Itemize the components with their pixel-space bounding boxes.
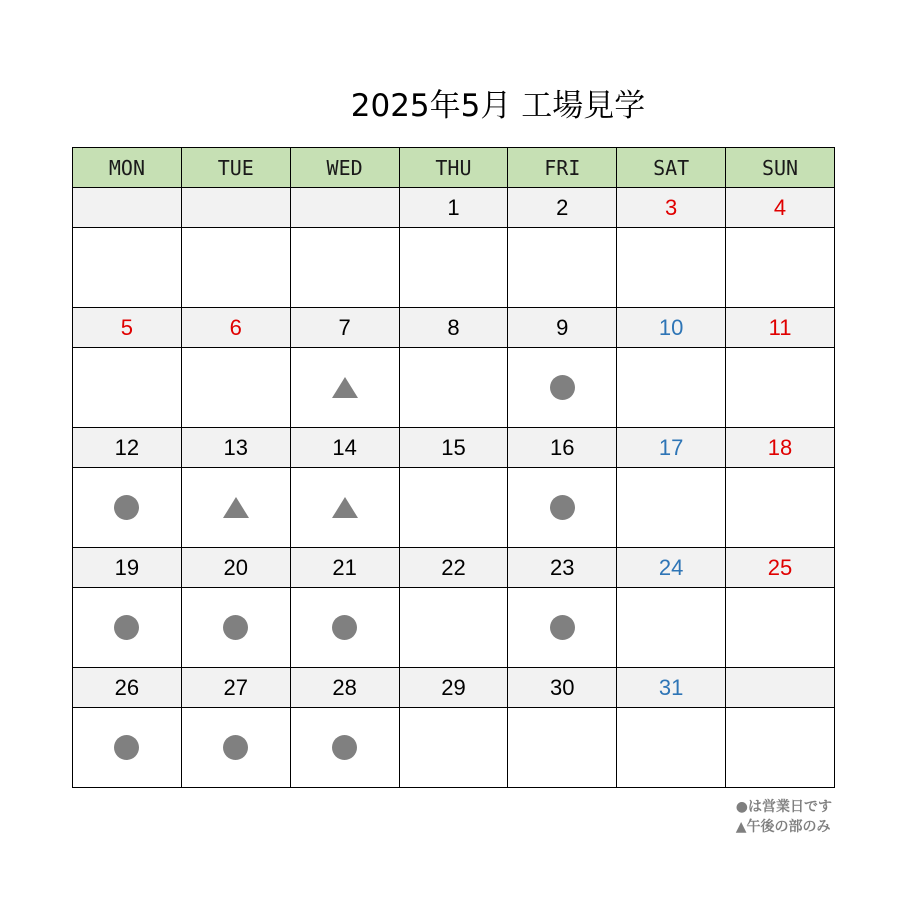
open-day-circle-icon — [550, 375, 575, 400]
schedule-cell — [73, 708, 182, 788]
schedule-cell — [508, 468, 617, 548]
afternoon-only-triangle-icon — [223, 497, 249, 518]
open-day-circle-icon — [550, 495, 575, 520]
date-cell: 5 — [73, 308, 182, 348]
schedule-cell — [508, 228, 617, 308]
date-cell: 25 — [726, 548, 835, 588]
open-day-circle-icon — [550, 615, 575, 640]
date-cell: 18 — [726, 428, 835, 468]
weekday-header-wed: WED — [290, 148, 399, 188]
schedule-cell — [617, 468, 726, 548]
date-cell: 14 — [290, 428, 399, 468]
date-cell: 9 — [508, 308, 617, 348]
open-day-circle-icon — [114, 495, 139, 520]
date-cell: 24 — [617, 548, 726, 588]
date-cell: 12 — [73, 428, 182, 468]
schedule-cell — [726, 348, 835, 428]
schedule-cell — [399, 228, 508, 308]
mark-row — [73, 468, 835, 548]
calendar-grid — [72, 147, 835, 788]
schedule-cell — [181, 708, 290, 788]
mark-row — [73, 588, 835, 668]
date-cell: 13 — [181, 428, 290, 468]
schedule-cell — [73, 588, 182, 668]
legend-circle-note: ●は営業日です — [735, 799, 832, 815]
open-day-circle-icon — [114, 615, 139, 640]
schedule-cell — [181, 468, 290, 548]
schedule-cell — [290, 708, 399, 788]
date-cell: 28 — [290, 668, 399, 708]
date-row — [73, 188, 835, 228]
date-cell: 21 — [290, 548, 399, 588]
open-day-circle-icon — [223, 615, 248, 640]
date-cell: 6 — [181, 308, 290, 348]
date-cell: 30 — [508, 668, 617, 708]
date-row — [73, 668, 835, 708]
schedule-cell — [726, 468, 835, 548]
weekday-header-fri: FRI — [508, 148, 617, 188]
schedule-cell — [290, 588, 399, 668]
schedule-cell — [508, 348, 617, 428]
date-cell: 15 — [399, 428, 508, 468]
weekday-header-row — [73, 148, 835, 188]
schedule-cell — [399, 348, 508, 428]
weekday-header-sun: SUN — [726, 148, 835, 188]
schedule-cell — [290, 228, 399, 308]
date-cell: 3 — [617, 188, 726, 228]
schedule-cell — [399, 588, 508, 668]
date-cell: 27 — [181, 668, 290, 708]
legend — [736, 797, 832, 837]
date-cell — [726, 668, 835, 708]
schedule-cell — [726, 228, 835, 308]
schedule-cell — [617, 708, 726, 788]
afternoon-only-triangle-icon — [332, 497, 358, 518]
mark-row — [73, 708, 835, 788]
calendar-body — [73, 188, 835, 788]
legend-triangle-note: ▲午後の部のみ — [735, 819, 831, 835]
weekday-header-mon: MON — [73, 148, 182, 188]
schedule-cell — [181, 348, 290, 428]
date-row — [73, 428, 835, 468]
date-cell: 2 — [508, 188, 617, 228]
date-cell: 26 — [73, 668, 182, 708]
date-row — [73, 548, 835, 588]
schedule-cell — [73, 348, 182, 428]
date-cell: 22 — [399, 548, 508, 588]
schedule-cell — [290, 468, 399, 548]
date-cell: 7 — [290, 308, 399, 348]
date-row — [73, 308, 835, 348]
schedule-cell — [73, 468, 182, 548]
weekday-header-thu: THU — [399, 148, 508, 188]
afternoon-only-triangle-icon — [332, 377, 358, 398]
date-cell: 31 — [617, 668, 726, 708]
open-day-circle-icon — [332, 615, 357, 640]
date-cell: 20 — [181, 548, 290, 588]
date-cell: 8 — [399, 308, 508, 348]
date-cell — [290, 188, 399, 228]
date-cell: 19 — [73, 548, 182, 588]
date-cell — [73, 188, 182, 228]
schedule-cell — [181, 228, 290, 308]
schedule-cell — [617, 588, 726, 668]
schedule-cell — [399, 708, 508, 788]
date-cell: 11 — [726, 308, 835, 348]
date-cell: 1 — [399, 188, 508, 228]
schedule-cell — [73, 228, 182, 308]
weekday-header-sat: SAT — [617, 148, 726, 188]
schedule-cell — [726, 708, 835, 788]
date-cell: 16 — [508, 428, 617, 468]
date-cell — [181, 188, 290, 228]
date-cell: 4 — [726, 188, 835, 228]
open-day-circle-icon — [223, 735, 248, 760]
schedule-cell — [508, 708, 617, 788]
date-cell: 23 — [508, 548, 617, 588]
page-title: 2025年5月 工場見学 — [350, 88, 646, 124]
schedule-cell — [617, 348, 726, 428]
date-cell: 17 — [617, 428, 726, 468]
schedule-cell — [399, 468, 508, 548]
weekday-header-tue: TUE — [181, 148, 290, 188]
schedule-cell — [617, 228, 726, 308]
mark-row — [73, 348, 835, 428]
date-cell: 29 — [399, 668, 508, 708]
schedule-cell — [508, 588, 617, 668]
schedule-cell — [290, 348, 399, 428]
mark-row — [73, 228, 835, 308]
schedule-cell — [181, 588, 290, 668]
open-day-circle-icon — [332, 735, 357, 760]
date-cell: 10 — [617, 308, 726, 348]
schedule-cell — [726, 588, 835, 668]
open-day-circle-icon — [114, 735, 139, 760]
